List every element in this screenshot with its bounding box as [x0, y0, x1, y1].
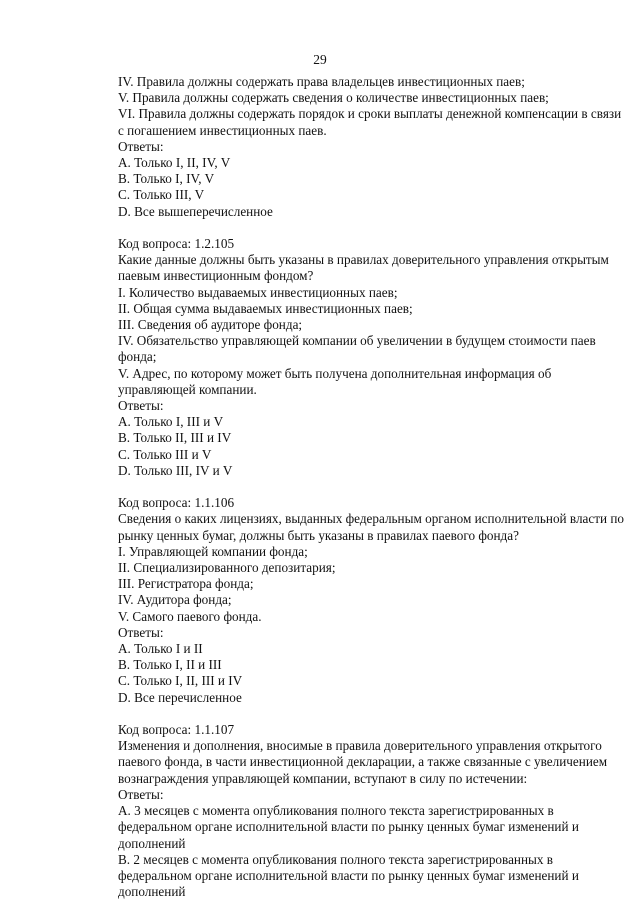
spacer: [118, 220, 600, 236]
question-text-continued: паевого фонда, в части инвестиционной декларации, а также связанные с увеличением: [118, 754, 608, 770]
statement-ii: II. Общая сумма выдаваемых инвестиционных паев;: [118, 300, 413, 316]
answer-c: C. Только III, V: [118, 187, 205, 203]
page-number: 29: [313, 52, 327, 67]
page-content: [118, 74, 625, 900]
statement-iv: IV. Правила должны содержать права владельцев инвестиционных паев;: [118, 74, 525, 89]
spacer: [118, 479, 600, 495]
question-text: Сведения о каких лицензиях, выданных федеральным органом исполнительной власти по: [118, 511, 625, 527]
question-text: Изменения и дополнения, вносимые в правила доверительного управления открытого: [118, 738, 602, 754]
question-text-continued: вознаграждения управляющей компании, вступают в силу по истечении:: [118, 770, 528, 786]
statement-i: I. Количество выдаваемых инвестиционных паев;: [118, 284, 398, 300]
question-code: Код вопроса: 1.1.106: [118, 495, 235, 511]
answer-a: A. Только I, II, IV, V: [118, 155, 231, 171]
statement-iii: III. Сведения об аудиторе фонда;: [118, 317, 303, 333]
statement-v: V. Правила должны содержать сведения о количестве инвестиционных паев;: [118, 90, 549, 106]
statement-vi: VI. Правила должны содержать порядок и сроки выплаты денежной компенсации в связи: [118, 106, 622, 122]
answer-b: B. Только I, IV, V: [118, 171, 215, 187]
statement-i: I. Управляющей компании фонда;: [118, 543, 308, 559]
answer-b-continued: дополнений: [118, 884, 186, 900]
statement-iv: IV. Обязательство управляющей компании об увеличении в будущем стоимости паев: [118, 333, 596, 349]
answer-d: D. Все вышеперечисленное: [118, 203, 273, 219]
statement-iv-continued: фонда;: [118, 349, 157, 365]
answer-a: A. 3 месяцев с момента опубликования полного текста зарегистрированных в: [118, 803, 554, 819]
statement-iii: III. Регистратора фонда;: [118, 576, 254, 592]
answer-b-continued: федеральном органе исполнительной власти по рынку ценных бумаг изменений и: [118, 867, 579, 883]
answer-d: D. Только III, IV и V: [118, 462, 233, 478]
answers-label: Ответы:: [118, 624, 164, 640]
answer-c: C. Только III и V: [118, 446, 212, 462]
answer-b: B. Только II, III и IV: [118, 430, 232, 446]
answers-label: Ответы:: [118, 138, 164, 154]
answers-label: Ответы:: [118, 786, 164, 802]
statement-v: V. Самого паевого фонда.: [118, 608, 262, 624]
question-1-2-105: [118, 236, 609, 479]
question-text-continued: паевым инвестиционным фондом?: [118, 268, 314, 284]
answers-label: Ответы:: [118, 398, 164, 414]
answer-a-continued: федеральном органе исполнительной власти по рынку ценных бумаг изменений и: [118, 819, 579, 835]
answer-a: A. Только I и II: [118, 641, 203, 657]
question-text-continued: рынку ценных бумаг, должны быть указаны в правилах паевого фонда?: [118, 527, 519, 543]
question-1-1-107: [118, 722, 608, 900]
statement-ii: II. Специализированного депозитария;: [118, 560, 336, 576]
statement-v-continued: управляющей компании.: [118, 381, 257, 397]
statement-iv: IV. Аудитора фонда;: [118, 592, 232, 608]
question-code: Код вопроса: 1.2.105: [118, 236, 235, 252]
answer-a: A. Только I, III и V: [118, 414, 224, 430]
question-1-1-106: [118, 495, 625, 706]
answer-b: B. Только I, II и III: [118, 657, 222, 673]
previous-question-continuation: [118, 74, 622, 220]
answer-b: B. 2 месяцев с момента опубликования полного текста зарегистрированных в: [118, 851, 554, 867]
answer-c: C. Только I, II, III и IV: [118, 673, 243, 689]
question-text: Какие данные должны быть указаны в правилах доверительного управления открытым: [118, 252, 609, 268]
answer-d: D. Все перечисленное: [118, 689, 242, 705]
statement-vi-continued: с погашением инвестиционных паев.: [118, 122, 327, 138]
answer-a-continued: дополнений: [118, 835, 186, 851]
statement-v: V. Адрес, по которому может быть получена дополнительная информация об: [118, 365, 552, 381]
question-code: Код вопроса: 1.1.107: [118, 722, 235, 738]
spacer: [118, 706, 600, 722]
